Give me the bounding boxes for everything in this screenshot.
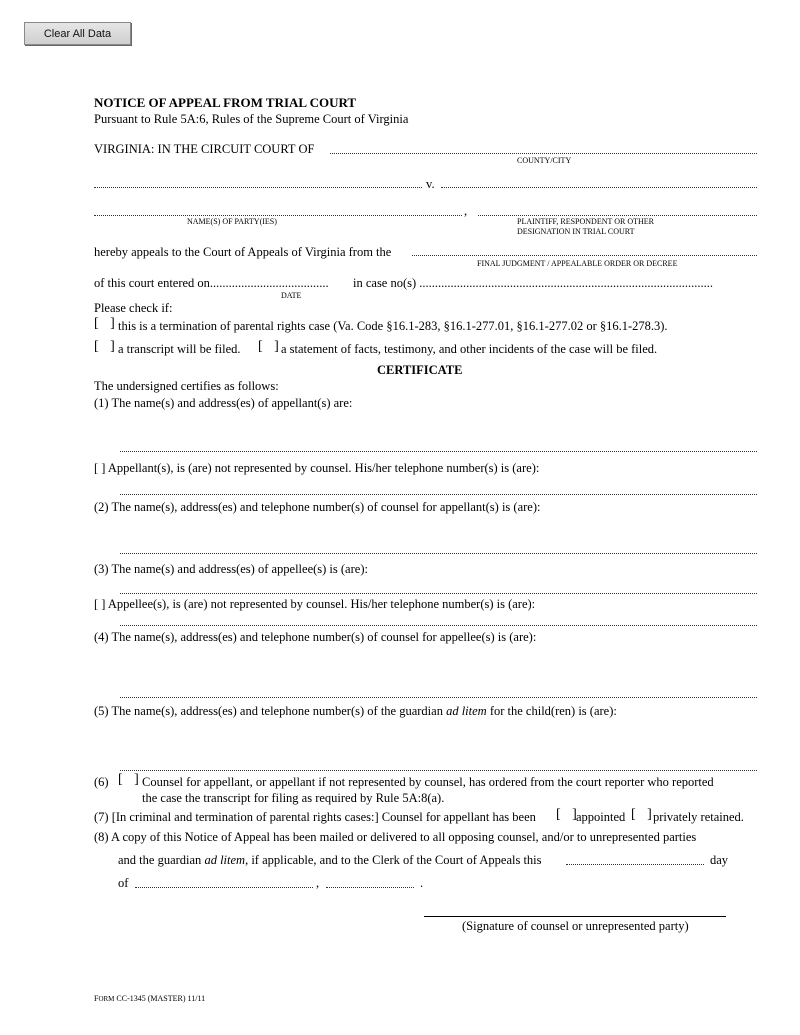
parties-caption: NAME(S) OF PARTY(IES)	[187, 217, 277, 226]
day-label: day	[710, 853, 729, 867]
county-caption: COUNTY/CITY	[517, 156, 572, 165]
appellant-unrepresented-option[interactable]: [ ] Appellant(s), is (are) not represented by counsel. His/her telephone number(s) is (are):	[94, 461, 540, 475]
form-number: FORM CC-1345 (MASTER) 11/11	[94, 994, 206, 1003]
appointed-checkbox[interactable]: [ ]	[556, 807, 581, 822]
designation-caption-2: DESIGNATION IN TRIAL COURT	[517, 227, 635, 236]
statement-label: a statement of facts, testimony, and other incidents of the case will be filed.	[281, 342, 658, 356]
please-check-label: Please check if:	[94, 301, 173, 315]
case-number-text[interactable]: in case no(s) ..............................................................................................	[353, 276, 714, 290]
entered-on-text[interactable]: of this court entered on......................................	[94, 276, 329, 290]
year-field[interactable]	[326, 887, 414, 888]
item-7-text: (7) [In criminal and termination of parental rights cases:] Counsel for appellant has been	[94, 810, 536, 824]
guardian-field[interactable]	[120, 770, 757, 771]
appointed-label: appointed	[576, 810, 626, 824]
versus-label: v.	[426, 177, 435, 191]
item-1-appellant-names: (1) The name(s) and address(es) of appellant(s) are:	[94, 396, 353, 410]
parental-rights-checkbox[interactable]: [ ]	[94, 316, 119, 331]
appellee-counsel-field[interactable]	[120, 697, 757, 698]
order-field[interactable]	[412, 255, 757, 256]
appellee-address-field[interactable]	[120, 593, 757, 594]
day-field[interactable]	[566, 864, 704, 865]
certificate-heading: CERTIFICATE	[377, 363, 463, 377]
statement-checkbox[interactable]: [ ]	[258, 339, 283, 354]
appellant-phone-field[interactable]	[120, 494, 757, 495]
appellee-party-field[interactable]	[441, 187, 757, 188]
transcript-ordered-checkbox[interactable]: [ ]	[118, 772, 143, 787]
certificate-intro: The undersigned certifies as follows:	[94, 379, 279, 393]
designation-caption-1: PLAINTIFF, RESPONDENT OR OTHER	[517, 217, 654, 226]
item-8-line-2: and the guardian ad litem, if applicable, and to the Clerk of the Court of Appeals this	[118, 853, 542, 867]
retained-checkbox[interactable]: [ ]	[631, 807, 656, 822]
date-caption: DATE	[281, 291, 302, 300]
order-caption: FINAL JUDGMENT / APPEALABLE ORDER OR DECREE	[477, 259, 678, 268]
clear-all-data-button[interactable]: Clear All Data	[24, 22, 131, 45]
appeals-text: hereby appeals to the Court of Appeals of Virginia from the	[94, 245, 392, 259]
item-8-line-1: (8) A copy of this Notice of Appeal has been mailed or delivered to all opposing counsel, and/or to unrepresented parties	[94, 830, 697, 844]
signature-line[interactable]	[424, 916, 726, 917]
party-names-field[interactable]	[94, 215, 462, 216]
appellee-phone-field[interactable]	[120, 625, 757, 626]
appellee-unrepresented-option[interactable]: [ ] Appellee(s), is (are) not represented by counsel. His/her telephone number(s) is (are):	[94, 597, 536, 611]
signature-caption: (Signature of counsel or unrepresented party)	[462, 919, 689, 933]
date-comma: ,	[316, 876, 320, 890]
transcript-checkbox[interactable]: [ ]	[94, 339, 119, 354]
of-label: of	[118, 876, 129, 890]
appellant-address-field[interactable]	[120, 451, 757, 452]
appellant-party-field[interactable]	[94, 187, 422, 188]
transcript-label: a transcript will be filed.	[118, 342, 241, 356]
appellant-counsel-field[interactable]	[120, 553, 757, 554]
county-field[interactable]	[330, 153, 757, 154]
item-6-number: (6)	[94, 775, 109, 789]
comma-separator: ,	[464, 204, 468, 218]
item-3-appellee-names: (3) The name(s) and address(es) of appellee(s) is (are):	[94, 562, 368, 576]
item-6-line-1: Counsel for appellant, or appellant if not represented by counsel, has ordered from the court reporter who reported	[142, 775, 714, 789]
month-field[interactable]	[135, 887, 313, 888]
item-2-appellant-counsel: (2) The name(s), address(es) and telephone number(s) of counsel for appellant(s) is (are):	[94, 500, 541, 514]
item-5-guardian-ad-litem: (5) The name(s), address(es) and telephone number(s) of the guardian ad litem for the child(ren) is (are):	[94, 704, 617, 718]
parental-rights-label: this is a termination of parental rights case (Va. Code §16.1-283, §16.1-277.01, §16.1-277.02 or §16.1-278.3).	[118, 319, 668, 333]
item-4-appellee-counsel: (4) The name(s), address(es) and telephone number(s) of counsel for appellee(s) is (are):	[94, 630, 537, 644]
item-6-line-2: the case the transcript for filing as required by Rule 5A:8(a).	[142, 791, 445, 805]
form-title: NOTICE OF APPEAL FROM TRIAL COURT	[94, 95, 357, 110]
retained-label: privately retained.	[653, 810, 744, 824]
date-period: .	[420, 876, 424, 890]
form-subtitle: Pursuant to Rule 5A:6, Rules of the Supreme Court of Virginia	[94, 112, 409, 126]
designation-field[interactable]	[478, 215, 757, 216]
court-label: VIRGINIA: IN THE CIRCUIT COURT OF	[94, 142, 315, 156]
